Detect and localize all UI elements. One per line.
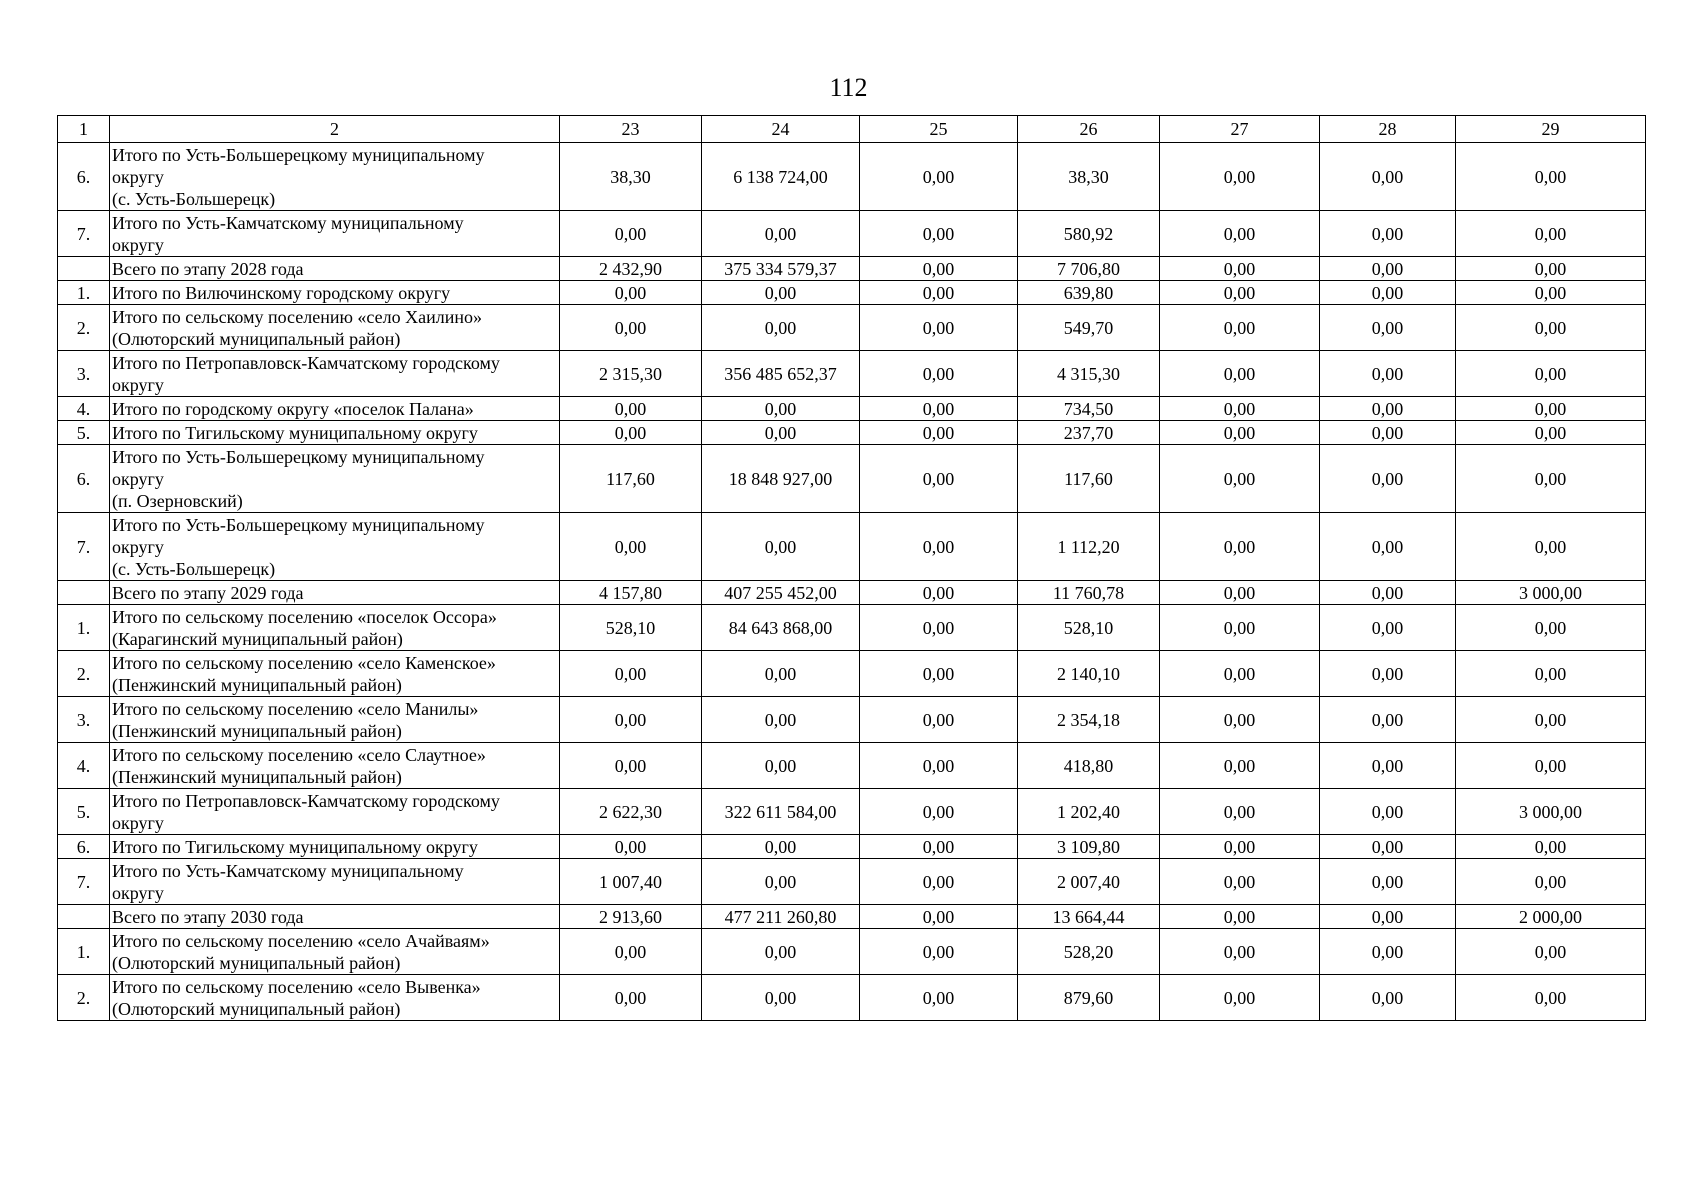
header-cell: 25 [860,116,1018,143]
value-cell: 375 334 579,37 [702,257,860,281]
value-cell: 0,00 [1456,351,1646,397]
row-name: Итого по Усть-Камчатскому муниципальному округу [110,859,560,905]
value-cell: 0,00 [702,929,860,975]
value-cell: 0,00 [1456,445,1646,513]
value-cell: 38,30 [560,143,702,211]
value-cell: 477 211 260,80 [702,905,860,929]
value-cell: 3 000,00 [1456,789,1646,835]
value-cell: 0,00 [1160,581,1320,605]
value-cell: 2 432,90 [560,257,702,281]
row-number: 4. [58,743,110,789]
value-cell: 0,00 [860,281,1018,305]
value-cell: 0,00 [560,421,702,445]
value-cell: 0,00 [860,975,1018,1021]
row-number: 1. [58,929,110,975]
row-name: Итого по Вилючинскому городскому округу [110,281,560,305]
value-cell: 237,70 [1018,421,1160,445]
table-row [58,257,1646,281]
value-cell: 0,00 [1456,513,1646,581]
value-cell: 0,00 [860,651,1018,697]
table-row [58,143,1646,211]
header-cell: 29 [1456,116,1646,143]
row-name: Итого по сельскому поселению «село Каменское» (Пенжинский муниципальный район) [110,651,560,697]
value-cell: 0,00 [1320,445,1456,513]
value-cell: 0,00 [1160,605,1320,651]
value-cell: 0,00 [702,743,860,789]
value-cell: 0,00 [1456,397,1646,421]
value-cell: 7 706,80 [1018,257,1160,281]
table-header-row [58,116,1646,143]
value-cell: 117,60 [560,445,702,513]
value-cell: 0,00 [860,445,1018,513]
value-cell: 0,00 [1160,789,1320,835]
value-cell: 0,00 [1320,421,1456,445]
header-cell: 24 [702,116,860,143]
row-number: 2. [58,305,110,351]
table-row [58,975,1646,1021]
value-cell: 0,00 [1456,651,1646,697]
table-row [58,581,1646,605]
row-number: 5. [58,421,110,445]
value-cell: 0,00 [1320,397,1456,421]
value-cell: 0,00 [1456,605,1646,651]
value-cell: 0,00 [860,929,1018,975]
row-number: 1. [58,605,110,651]
value-cell: 0,00 [1320,975,1456,1021]
table-row [58,789,1646,835]
row-name: Всего по этапу 2028 года [110,257,560,281]
value-cell: 3 109,80 [1018,835,1160,859]
row-number: 6. [58,143,110,211]
value-cell: 0,00 [860,743,1018,789]
page-number: 112 [829,73,868,102]
value-cell: 580,92 [1018,211,1160,257]
table-row [58,697,1646,743]
header-cell: 1 [58,116,110,143]
value-cell: 0,00 [860,905,1018,929]
value-cell: 418,80 [1018,743,1160,789]
table-row [58,211,1646,257]
value-cell: 0,00 [560,305,702,351]
value-cell: 0,00 [1320,859,1456,905]
value-cell: 0,00 [1320,281,1456,305]
table-row [58,835,1646,859]
row-number: 5. [58,789,110,835]
value-cell: 0,00 [702,397,860,421]
value-cell: 0,00 [1160,697,1320,743]
value-cell: 0,00 [1456,975,1646,1021]
value-cell: 0,00 [1160,929,1320,975]
value-cell: 0,00 [1456,143,1646,211]
value-cell: 549,70 [1018,305,1160,351]
value-cell: 1 202,40 [1018,789,1160,835]
value-cell: 356 485 652,37 [702,351,860,397]
row-number: 7. [58,211,110,257]
row-number: 2. [58,975,110,1021]
value-cell: 0,00 [560,697,702,743]
row-name: Итого по Тигильскому муниципальному округу [110,421,560,445]
value-cell: 0,00 [1320,835,1456,859]
table-row [58,651,1646,697]
value-cell: 0,00 [1160,143,1320,211]
value-cell: 2 000,00 [1456,905,1646,929]
value-cell: 0,00 [560,211,702,257]
value-cell: 0,00 [860,211,1018,257]
value-cell: 13 664,44 [1018,905,1160,929]
table-row [58,305,1646,351]
value-cell: 0,00 [702,859,860,905]
row-number [58,581,110,605]
value-cell: 0,00 [1320,211,1456,257]
row-name: Итого по сельскому поселению «село Манилы» (Пенжинский муниципальный район) [110,697,560,743]
value-cell: 0,00 [860,835,1018,859]
value-cell: 734,50 [1018,397,1160,421]
value-cell: 0,00 [702,697,860,743]
data-table [57,115,1646,1021]
row-name: Итого по Усть-Большерецкому муниципальному округу (с. Усть-Большерецк) [110,513,560,581]
row-name: Всего по этапу 2029 года [110,581,560,605]
value-cell: 0,00 [1160,421,1320,445]
value-cell: 0,00 [1320,351,1456,397]
row-name: Итого по сельскому поселению «поселок Оссора» (Карагинский муниципальный район) [110,605,560,651]
value-cell: 528,10 [560,605,702,651]
row-number: 6. [58,835,110,859]
value-cell: 879,60 [1018,975,1160,1021]
row-name: Итого по сельскому поселению «село Ачайваям» (Олюторский муниципальный район) [110,929,560,975]
value-cell: 2 007,40 [1018,859,1160,905]
header-cell: 28 [1320,116,1456,143]
table-row [58,421,1646,445]
value-cell: 0,00 [1320,789,1456,835]
row-number: 3. [58,697,110,743]
row-number: 3. [58,351,110,397]
value-cell: 0,00 [1456,743,1646,789]
value-cell: 528,20 [1018,929,1160,975]
row-name: Итого по городскому округу «поселок Палана» [110,397,560,421]
header-cell: 23 [560,116,702,143]
value-cell: 0,00 [1320,605,1456,651]
value-cell: 0,00 [860,351,1018,397]
value-cell: 0,00 [560,975,702,1021]
row-name: Итого по Петропавловск-Камчатскому городскому округу [110,789,560,835]
value-cell: 4 315,30 [1018,351,1160,397]
header-cell: 26 [1018,116,1160,143]
value-cell: 0,00 [702,835,860,859]
value-cell: 0,00 [860,397,1018,421]
header-cell: 27 [1160,116,1320,143]
value-cell: 38,30 [1018,143,1160,211]
row-name: Итого по Петропавловск-Камчатскому городскому округу [110,351,560,397]
value-cell: 0,00 [860,581,1018,605]
value-cell: 0,00 [702,421,860,445]
value-cell: 0,00 [1320,513,1456,581]
value-cell: 84 643 868,00 [702,605,860,651]
row-name: Итого по Усть-Большерецкому муниципальному округу (с. Усть-Большерецк) [110,143,560,211]
row-number [58,905,110,929]
value-cell: 0,00 [1320,905,1456,929]
value-cell: 0,00 [560,835,702,859]
table-row [58,929,1646,975]
row-name: Итого по сельскому поселению «село Хаилино» (Олюторский муниципальный район) [110,305,560,351]
value-cell: 407 255 452,00 [702,581,860,605]
value-cell: 2 315,30 [560,351,702,397]
value-cell: 0,00 [702,651,860,697]
row-name: Всего по этапу 2030 года [110,905,560,929]
row-name: Итого по Тигильскому муниципальному округу [110,835,560,859]
table-row [58,281,1646,305]
value-cell: 0,00 [860,513,1018,581]
value-cell: 0,00 [860,859,1018,905]
value-cell: 0,00 [1160,397,1320,421]
value-cell: 0,00 [1320,697,1456,743]
value-cell: 1 112,20 [1018,513,1160,581]
value-cell: 0,00 [1160,281,1320,305]
value-cell: 0,00 [1456,929,1646,975]
value-cell: 0,00 [560,513,702,581]
value-cell: 0,00 [560,929,702,975]
value-cell: 0,00 [1160,351,1320,397]
value-cell: 0,00 [1456,211,1646,257]
value-cell: 0,00 [1160,513,1320,581]
value-cell: 0,00 [1456,257,1646,281]
value-cell: 0,00 [702,513,860,581]
row-number [58,257,110,281]
value-cell: 0,00 [1160,905,1320,929]
table-row [58,605,1646,651]
table-row [58,905,1646,929]
value-cell: 322 611 584,00 [702,789,860,835]
table-row [58,513,1646,581]
table-body [58,116,1646,1021]
row-name: Итого по сельскому поселению «село Вывенка» (Олюторский муниципальный район) [110,975,560,1021]
value-cell: 0,00 [1320,143,1456,211]
header-cell: 2 [110,116,560,143]
value-cell: 0,00 [1160,975,1320,1021]
value-cell: 0,00 [560,743,702,789]
table-row [58,397,1646,421]
value-cell: 0,00 [860,421,1018,445]
value-cell: 0,00 [1320,929,1456,975]
value-cell: 0,00 [1160,305,1320,351]
table-row [58,743,1646,789]
value-cell: 0,00 [1320,581,1456,605]
value-cell: 0,00 [702,975,860,1021]
table-row [58,445,1646,513]
value-cell: 2 913,60 [560,905,702,929]
value-cell: 528,10 [1018,605,1160,651]
value-cell: 0,00 [860,697,1018,743]
value-cell: 0,00 [1160,257,1320,281]
row-name: Итого по сельскому поселению «село Слаутное» (Пенжинский муниципальный район) [110,743,560,789]
value-cell: 3 000,00 [1456,581,1646,605]
value-cell: 0,00 [1456,835,1646,859]
value-cell: 0,00 [1456,305,1646,351]
value-cell: 0,00 [1320,305,1456,351]
value-cell: 4 157,80 [560,581,702,605]
value-cell: 0,00 [1160,835,1320,859]
value-cell: 0,00 [560,651,702,697]
row-number: 7. [58,513,110,581]
row-number: 6. [58,445,110,513]
value-cell: 0,00 [702,305,860,351]
row-name: Итого по Усть-Большерецкому муниципальному округу (п. Озерновский) [110,445,560,513]
value-cell: 0,00 [860,789,1018,835]
value-cell: 0,00 [860,257,1018,281]
value-cell: 0,00 [1456,421,1646,445]
value-cell: 0,00 [860,605,1018,651]
value-cell: 0,00 [702,211,860,257]
value-cell: 0,00 [1320,257,1456,281]
row-name: Итого по Усть-Камчатскому муниципальному округу [110,211,560,257]
row-number: 1. [58,281,110,305]
value-cell: 0,00 [560,397,702,421]
value-cell: 0,00 [560,281,702,305]
value-cell: 0,00 [1160,445,1320,513]
value-cell: 0,00 [1160,211,1320,257]
table-row [58,859,1646,905]
value-cell: 0,00 [1320,743,1456,789]
value-cell: 0,00 [860,143,1018,211]
value-cell: 2 140,10 [1018,651,1160,697]
row-number: 7. [58,859,110,905]
value-cell: 0,00 [860,305,1018,351]
value-cell: 1 007,40 [560,859,702,905]
value-cell: 117,60 [1018,445,1160,513]
value-cell: 0,00 [702,281,860,305]
value-cell: 639,80 [1018,281,1160,305]
value-cell: 2 354,18 [1018,697,1160,743]
value-cell: 0,00 [1320,651,1456,697]
value-cell: 0,00 [1456,281,1646,305]
value-cell: 0,00 [1456,859,1646,905]
value-cell: 0,00 [1456,697,1646,743]
value-cell: 0,00 [1160,859,1320,905]
value-cell: 0,00 [1160,651,1320,697]
table-row [58,351,1646,397]
value-cell: 18 848 927,00 [702,445,860,513]
value-cell: 6 138 724,00 [702,143,860,211]
value-cell: 2 622,30 [560,789,702,835]
value-cell: 0,00 [1160,743,1320,789]
value-cell: 11 760,78 [1018,581,1160,605]
row-number: 4. [58,397,110,421]
row-number: 2. [58,651,110,697]
